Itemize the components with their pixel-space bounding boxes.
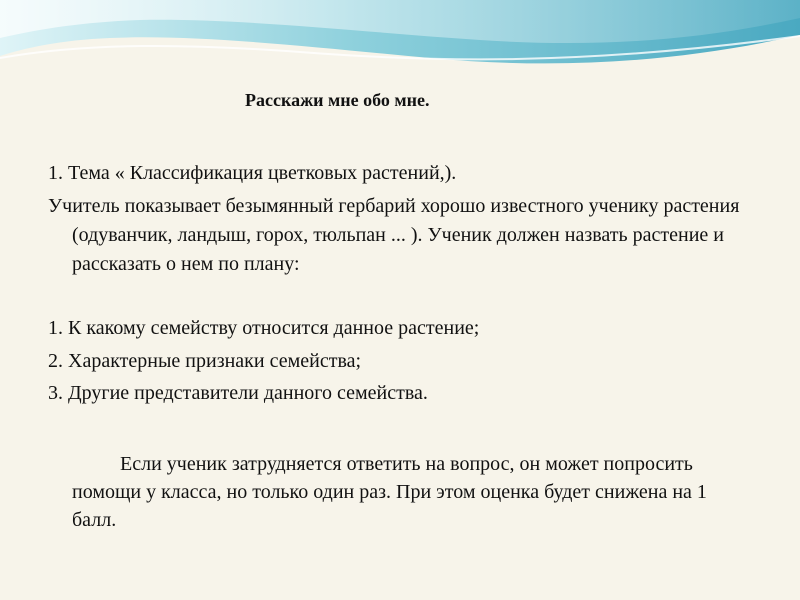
instruction-paragraph: Учитель показывает безымянный гербарий хорошо известного ученику растения (одуванчик, ландыш, горох, тюльпан ... ). Ученик должен назвать растение и рассказать о нем по плану: bbox=[48, 195, 740, 275]
plan-item-3: 3. Другие представители данного семейства. bbox=[48, 382, 428, 404]
slide-title: Расскажи мне обо мне. bbox=[245, 90, 430, 110]
topic-line: 1. Тема « Классификация цветковых растений,). bbox=[48, 162, 457, 184]
plan-item-2: 2. Характерные признаки семейства; bbox=[48, 350, 362, 372]
help-note-paragraph: Если ученик затрудняется ответить на вопрос, он может попросить помощи у класса, но только один раз. При этом оценка будет снижена на 1 балл. bbox=[72, 453, 707, 531]
plan-item-1: 1. К какому семейству относится данное растение; bbox=[48, 317, 480, 339]
